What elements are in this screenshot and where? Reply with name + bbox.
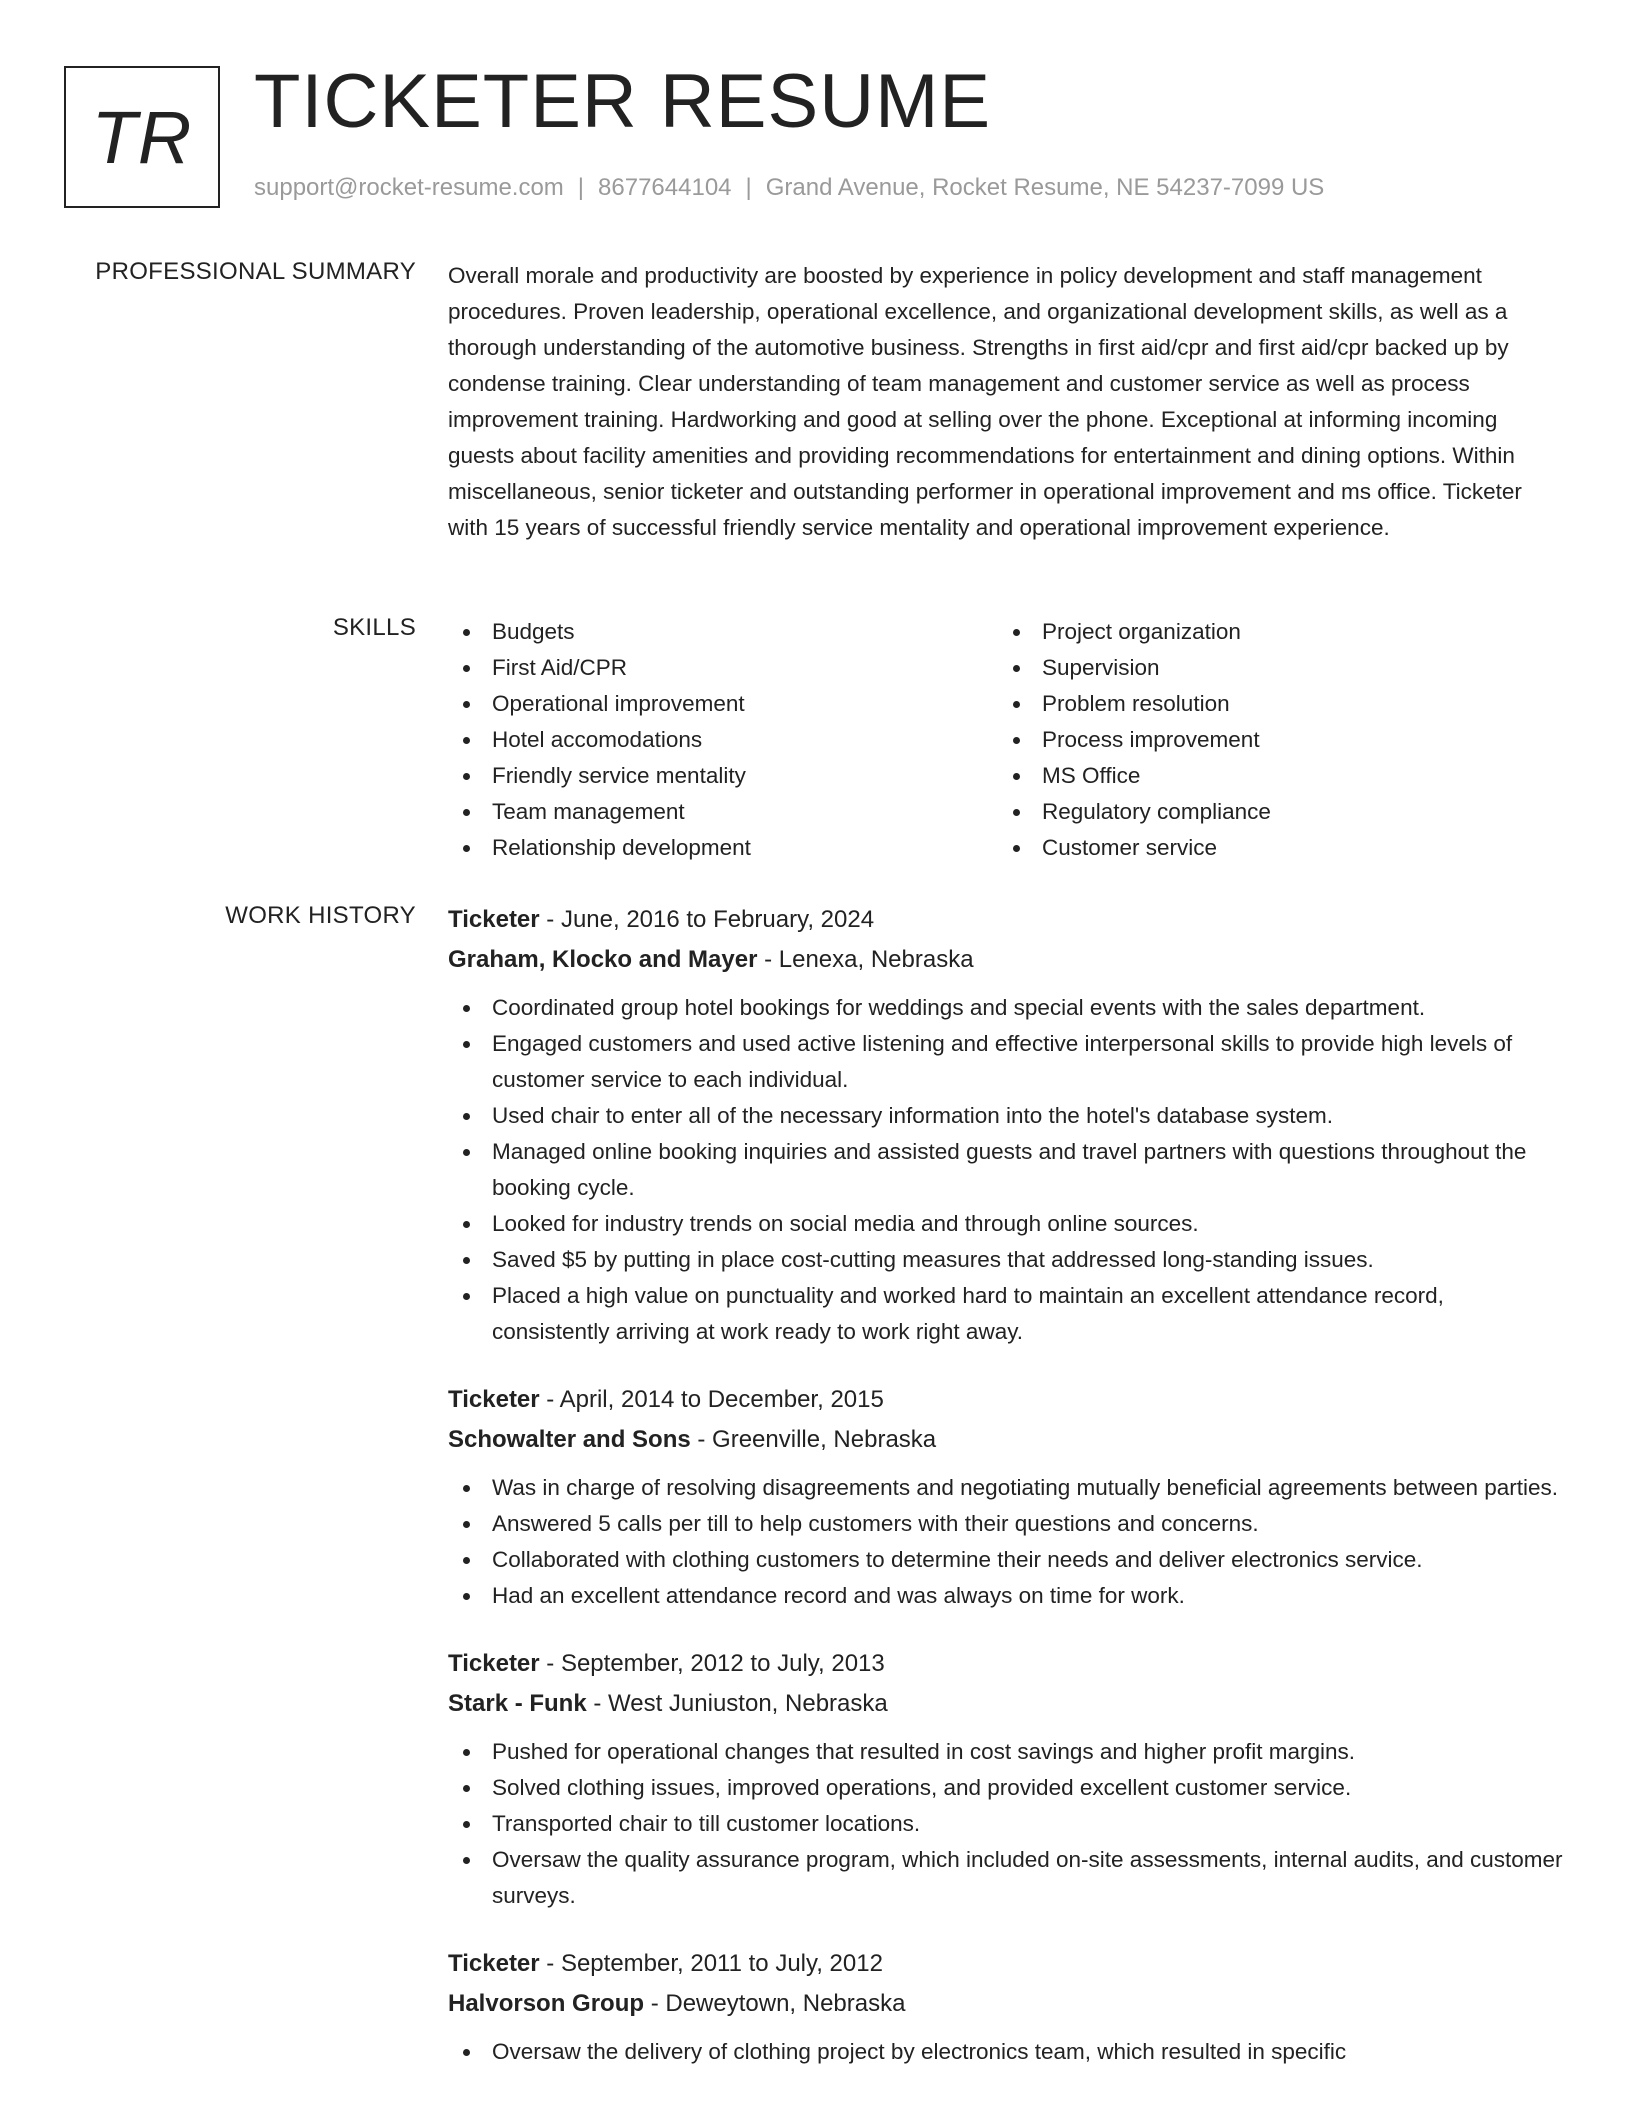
job-entry xyxy=(448,900,1564,1350)
job-bullets xyxy=(448,1734,1564,1914)
skill-item: Relationship development xyxy=(448,830,998,866)
resume-title: TICKETER RESUME xyxy=(254,59,992,144)
contact-address: Grand Avenue, Rocket Resume, NE 54237-7099 US xyxy=(765,174,1325,201)
job-title: Ticketer xyxy=(448,1650,540,1677)
job-company: Schowalter and Sons xyxy=(448,1426,691,1453)
job-bullet: Oversaw the delivery of clothing project by electronics team, which resulted in specific xyxy=(448,2034,1564,2070)
skill-item: Friendly service mentality xyxy=(448,758,998,794)
skills-body xyxy=(448,614,1564,866)
skills-list-right xyxy=(998,614,1548,866)
job-location: - Deweytown, Nebraska xyxy=(644,1990,906,2017)
skill-item: Operational improvement xyxy=(448,686,998,722)
job-location: - Greenville, Nebraska xyxy=(690,1426,937,1453)
job-location: - West Juniuston, Nebraska xyxy=(586,1690,888,1717)
job-entry xyxy=(448,1944,1564,2070)
job-dates: - April, 2014 to December, 2015 xyxy=(539,1386,884,1413)
contact-email[interactable]: support@rocket-resume.com xyxy=(254,174,564,201)
job-dates: - June, 2016 to February, 2024 xyxy=(539,906,875,933)
job-company: Graham, Klocko and Mayer xyxy=(448,946,758,973)
job-bullet: Collaborated with clothing customers to determine their needs and deliver electronics service. xyxy=(448,1542,1564,1578)
job-title: Ticketer xyxy=(448,1386,540,1413)
job-title: Ticketer xyxy=(448,1950,540,1977)
job-company-line xyxy=(448,1420,1564,1460)
skill-item: First Aid/CPR xyxy=(448,650,998,686)
job-company-line xyxy=(448,940,1564,980)
skill-item: Customer service xyxy=(998,830,1548,866)
skill-item: Problem resolution xyxy=(998,686,1548,722)
skill-item: MS Office xyxy=(998,758,1548,794)
job-bullets xyxy=(448,1470,1564,1614)
job-bullet: Saved $5 by putting in place cost-cutting measures that addressed long-standing issues. xyxy=(448,1242,1564,1278)
summary-text: Overall morale and productivity are boosted by experience in policy development and staff management procedures. Proven leadership, operational excellence, and organizational development skills, as well as a thorough understanding of the automotive business. Strengths in first aid/cpr and first aid/cpr backed up by condense training. Clear understanding of team management and customer service as well as process improvement training. Hardworking and good at selling over the phone. Exceptional at informing incoming guests about facility amenities and providing recommendations for entertainment and dining options. Within miscellaneous, senior ticketer and outstanding performer in operational improvement and ms office. Ticketer with 15 years of successful friendly service mentality and operational improvement experience. xyxy=(448,263,1522,540)
job-dates: - September, 2012 to July, 2013 xyxy=(539,1650,885,1677)
skill-item: Budgets xyxy=(448,614,998,650)
skill-item: Project organization xyxy=(998,614,1548,650)
job-bullet: Engaged customers and used active listening and effective interpersonal skills to provide high levels of customer service to each individual. xyxy=(448,1026,1564,1098)
job-company-line xyxy=(448,1984,1564,2024)
skills-list-left xyxy=(448,614,998,866)
job-title-line xyxy=(448,900,1564,940)
job-company-line xyxy=(448,1684,1564,1724)
contact-separator: | xyxy=(577,174,585,201)
skill-item: Supervision xyxy=(998,650,1548,686)
job-entry xyxy=(448,1644,1564,1914)
section-label-work-history: WORK HISTORY xyxy=(225,902,416,929)
section-label-summary: PROFESSIONAL SUMMARY xyxy=(95,258,416,285)
job-bullet: Had an excellent attendance record and was always on time for work. xyxy=(448,1578,1564,1614)
job-bullet: Looked for industry trends on social media and through online sources. xyxy=(448,1206,1564,1242)
job-title-line xyxy=(448,1644,1564,1684)
job-bullet: Pushed for operational changes that resulted in cost savings and higher profit margins. xyxy=(448,1734,1564,1770)
job-bullet: Transported chair to till customer locations. xyxy=(448,1806,1564,1842)
work-history-body xyxy=(448,900,1564,2100)
skill-item: Team management xyxy=(448,794,998,830)
skill-item: Hotel accomodations xyxy=(448,722,998,758)
job-bullet: Solved clothing issues, improved operations, and provided excellent customer service. xyxy=(448,1770,1564,1806)
job-bullet: Answered 5 calls per till to help customers with their questions and concerns. xyxy=(448,1506,1564,1542)
job-dates: - September, 2011 to July, 2012 xyxy=(539,1950,883,1977)
job-bullet: Used chair to enter all of the necessary information into the hotel's database system. xyxy=(448,1098,1564,1134)
job-company: Halvorson Group xyxy=(448,1990,645,2017)
job-bullets xyxy=(448,2034,1564,2070)
skill-item: Process improvement xyxy=(998,722,1548,758)
job-title: Ticketer xyxy=(448,906,540,933)
job-bullet: Coordinated group hotel bookings for weddings and special events with the sales department. xyxy=(448,990,1564,1026)
contact-line xyxy=(254,174,1324,202)
job-bullet: Oversaw the quality assurance program, which included on-site assessments, internal audits, and customer surveys. xyxy=(448,1842,1564,1914)
initials: TR xyxy=(91,95,193,179)
job-bullet: Placed a high value on punctuality and worked hard to maintain an excellent attendance record, consistently arriving at work ready to work right away. xyxy=(448,1278,1564,1350)
monogram-logo xyxy=(64,66,220,208)
job-bullet: Was in charge of resolving disagreements and negotiating mutually beneficial agreements between parties. xyxy=(448,1470,1564,1506)
section-label-skills: SKILLS xyxy=(332,614,416,641)
job-location: - Lenexa, Nebraska xyxy=(757,946,974,973)
job-company: Stark - Funk xyxy=(448,1690,587,1717)
job-title-line xyxy=(448,1944,1564,1984)
summary-body xyxy=(448,258,1564,546)
contact-separator: | xyxy=(745,174,752,201)
contact-phone[interactable]: 8677644104 xyxy=(598,174,732,201)
job-title-line xyxy=(448,1380,1564,1420)
job-bullet: Managed online booking inquiries and assisted guests and travel partners with questions throughout the booking cycle. xyxy=(448,1134,1564,1206)
skill-item: Regulatory compliance xyxy=(998,794,1548,830)
job-bullets xyxy=(448,990,1564,1350)
job-entry xyxy=(448,1380,1564,1614)
